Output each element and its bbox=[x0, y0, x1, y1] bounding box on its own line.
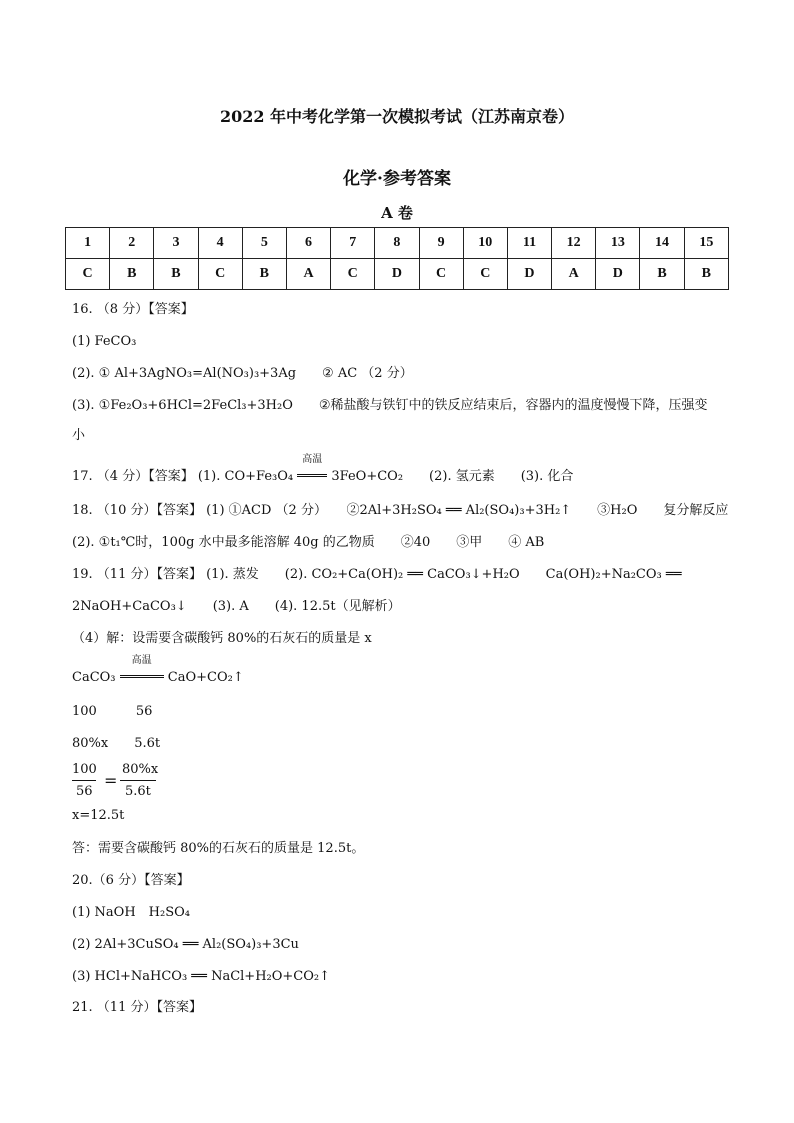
answer-row bbox=[66, 259, 729, 290]
q19-mass-row-2: 80%x 5.6t bbox=[72, 736, 161, 751]
answer-cell: A bbox=[552, 259, 596, 290]
question-number-cell: 5 bbox=[242, 228, 286, 259]
answer-cell: B bbox=[154, 259, 198, 290]
q19-condition: 高温 bbox=[131, 655, 152, 666]
answer-cell: B bbox=[242, 259, 286, 290]
q16-line-4: 小 bbox=[72, 428, 86, 443]
answer-subtitle: 化学·参考答案 bbox=[343, 169, 451, 189]
q18-line-2: (2). ①t₁℃时，100g 水中最多能溶解 40g 的乙物质 ②40 ③甲 ④ AB bbox=[72, 535, 545, 550]
q19-frac-right-den: 5.6t bbox=[125, 784, 151, 799]
question-number-cell: 6 bbox=[286, 228, 330, 259]
answer-cell: C bbox=[463, 259, 507, 290]
question-number-cell: 15 bbox=[684, 228, 728, 259]
q19-frac-left-bar bbox=[72, 780, 96, 781]
q17-suffix: 3FeO+CO₂ (2). 氢元素 (3). 化合 bbox=[331, 469, 574, 484]
question-number-cell: 9 bbox=[419, 228, 463, 259]
page-title: 2022 年中考化学第一次模拟考试（江苏南京卷） bbox=[219, 107, 575, 126]
question-number-cell: 3 bbox=[154, 228, 198, 259]
question-number-cell: 14 bbox=[640, 228, 684, 259]
question-number-cell: 1 bbox=[66, 228, 110, 259]
question-number-cell: 2 bbox=[110, 228, 154, 259]
q19-result: x=12.5t bbox=[72, 808, 125, 823]
answer-cell: A bbox=[286, 259, 330, 290]
q20-line-2: (2) 2Al+3CuSO₄ ══ Al₂(SO₄)₃+3Cu bbox=[72, 937, 299, 952]
q19-line-1: 19. （11 分）【答案】 (1). 蒸发 (2). CO₂+Ca(OH)₂ ══ CaCO₃↓+H₂O Ca(OH)₂+Na₂CO₃ ══ bbox=[72, 567, 682, 582]
answer-cell: B bbox=[110, 259, 154, 290]
q19-equation-reactant: CaCO₃ bbox=[72, 670, 116, 685]
question-number-cell: 7 bbox=[331, 228, 375, 259]
q17-condition: 高温 bbox=[302, 454, 323, 465]
q19-mass-row-1: 100 56 bbox=[72, 704, 153, 719]
q17-reaction-arrow bbox=[297, 454, 327, 480]
q19-frac-right-bar bbox=[120, 780, 156, 781]
answer-cell: D bbox=[507, 259, 551, 290]
answer-cell: C bbox=[331, 259, 375, 290]
q17-line bbox=[72, 454, 574, 485]
answer-cell: D bbox=[375, 259, 419, 290]
question-number-cell: 10 bbox=[463, 228, 507, 259]
question-number-cell: 8 bbox=[375, 228, 419, 259]
q16-line-2: (2). ① Al+3AgNO₃=Al(NO₃)₃+3Ag ② AC （2 分） bbox=[72, 366, 413, 381]
answer-table bbox=[65, 227, 729, 290]
question-number-cell: 4 bbox=[198, 228, 242, 259]
q19-solution-intro: （4）解：设需要含碳酸钙 80%的石灰石的质量是 x bbox=[72, 631, 372, 646]
answer-cell: B bbox=[684, 259, 728, 290]
q19-line-2: 2NaOH+CaCO₃↓ (3). A (4). 12.5t（见解析） bbox=[72, 599, 401, 614]
q18-line-1: 18. （10 分）【答案】 (1) ①ACD （2 分） ②2Al+3H₂SO₄ ══ Al₂(SO₄)₃+3H₂↑ ③H₂O 复分解反应 bbox=[72, 503, 729, 518]
q16-line-1: (1) FeCO₃ bbox=[72, 334, 137, 349]
answer-cell: C bbox=[419, 259, 463, 290]
q19-frac-left-num: 100 bbox=[72, 762, 97, 777]
section-a-title: A 卷 bbox=[381, 204, 413, 222]
q19-equation bbox=[72, 655, 244, 686]
q21-heading: 21. （11 分）【答案】 bbox=[72, 1000, 202, 1015]
q17-prefix: 17. （4 分）【答案】 (1). CO+Fe₃O₄ bbox=[72, 469, 294, 484]
q19-frac-equals: = bbox=[104, 771, 118, 790]
q19-equation-products: CaO+CO₂↑ bbox=[167, 670, 244, 685]
q20-heading: 20.（6 分）【答案】 bbox=[72, 873, 190, 888]
answer-cell: C bbox=[198, 259, 242, 290]
q19-answer: 答：需要含碳酸钙 80%的石灰石的质量是 12.5t。 bbox=[72, 841, 365, 856]
q19-reaction-arrow bbox=[120, 655, 164, 681]
question-number-cell: 11 bbox=[507, 228, 551, 259]
answer-cell: D bbox=[596, 259, 640, 290]
answer-cell: B bbox=[640, 259, 684, 290]
q19-frac-right-num: 80%x bbox=[122, 762, 159, 777]
q20-line-3: (3) HCl+NaHCO₃ ══ NaCl+H₂O+CO₂↑ bbox=[72, 969, 331, 984]
question-number-cell: 12 bbox=[552, 228, 596, 259]
q16-line-3: (3). ①Fe₂O₃+6HCl=2FeCl₃+3H₂O ②稀盐酸与铁钉中的铁反应结束后，容器内的温度慢慢下降，压强变 bbox=[72, 398, 708, 413]
question-number-row bbox=[66, 228, 729, 259]
q16-heading: 16. （8 分）【答案】 bbox=[72, 302, 194, 317]
q19-proportion bbox=[72, 762, 172, 802]
q20-line-1: (1) NaOH H₂SO₄ bbox=[72, 905, 190, 920]
q19-frac-left-den: 56 bbox=[76, 784, 93, 799]
question-number-cell: 13 bbox=[596, 228, 640, 259]
answer-cell: C bbox=[66, 259, 110, 290]
